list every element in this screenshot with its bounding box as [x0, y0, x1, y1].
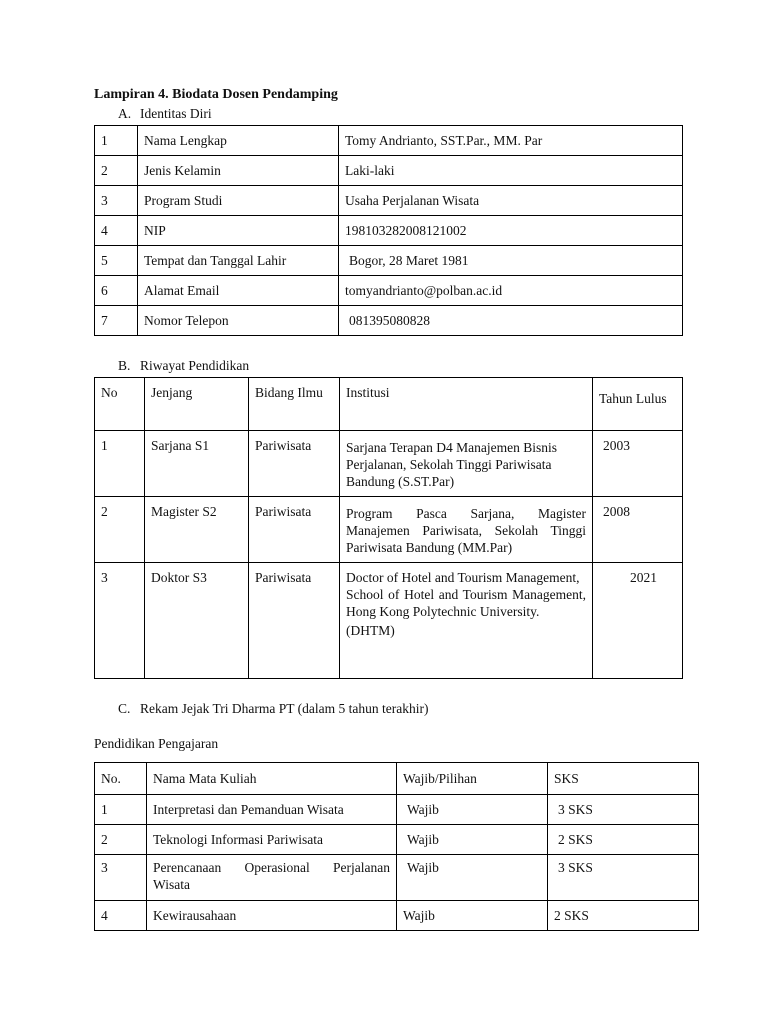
field-value: Laki-laki	[339, 156, 683, 186]
teaching-heading: Pendidikan Pengajaran	[94, 736, 219, 751]
row-number: 1	[95, 126, 138, 156]
course-type: Wajib	[397, 825, 548, 855]
row-number: 5	[95, 246, 138, 276]
field-label: Alamat Email	[138, 276, 339, 306]
field-label: NIP	[138, 216, 339, 246]
row-number: 2	[95, 825, 147, 855]
table-row	[95, 825, 699, 855]
field-value: tomyandrianto@polban.ac.id	[339, 276, 683, 306]
graduation-year: 2021	[593, 563, 683, 679]
table-header-row	[95, 378, 683, 431]
graduation-year: 2003	[593, 431, 683, 497]
row-number: 3	[95, 855, 147, 901]
row-number: 1	[95, 431, 145, 497]
table-row	[95, 156, 683, 186]
column-header: Jenjang	[145, 378, 249, 431]
field-value: Bogor, 28 Maret 1981	[339, 246, 683, 276]
table-header-row	[95, 763, 699, 795]
section-c-letter: C.	[118, 701, 131, 716]
course-credits: 3 SKS	[548, 795, 699, 825]
column-header: Tahun Lulus	[593, 378, 683, 431]
table-row	[95, 855, 699, 901]
section-a-heading	[118, 106, 212, 122]
institution: Program Pasca Sarjana, Magister Manajemen Pariwisata, Sekolah Tinggi Pariwisata Bandung (MM.Par)	[340, 497, 593, 563]
course-type: Wajib	[397, 901, 548, 931]
field-value: Tomy Andrianto, SST.Par., MM. Par	[339, 126, 683, 156]
field-label: Tempat dan Tanggal Lahir	[138, 246, 339, 276]
course-credits: 3 SKS	[548, 855, 699, 901]
degree-level: Magister S2	[145, 497, 249, 563]
row-number: 6	[95, 276, 138, 306]
section-a-label: Identitas Diri	[140, 106, 212, 121]
field-value: Usaha Perjalanan Wisata	[339, 186, 683, 216]
section-c-heading	[118, 701, 428, 717]
institution	[340, 563, 593, 679]
document-title: Lampiran 4. Biodata Dosen Pendamping	[94, 87, 338, 102]
table-row	[95, 186, 683, 216]
row-number: 1	[95, 795, 147, 825]
section-b-label: Riwayat Pendidikan	[140, 358, 250, 373]
table-row	[95, 216, 683, 246]
column-header: No.	[95, 763, 147, 795]
column-header: No	[95, 378, 145, 431]
table-row	[95, 306, 683, 336]
table-row	[95, 563, 683, 679]
identity-table	[94, 125, 683, 336]
degree-level: Doktor S3	[145, 563, 249, 679]
section-b-letter: B.	[118, 358, 131, 373]
course-type: Wajib	[397, 855, 548, 901]
table-row	[95, 126, 683, 156]
institution-line: (DHTM)	[346, 623, 395, 638]
degree-level: Sarjana S1	[145, 431, 249, 497]
institution: Sarjana Terapan D4 Manajemen Bisnis Perjalanan, Sekolah Tinggi Pariwisata Bandung (S.ST.Par)	[340, 431, 593, 497]
section-b-heading	[118, 358, 249, 374]
table-row	[95, 431, 683, 497]
row-number: 4	[95, 901, 147, 931]
teaching-table	[94, 762, 699, 931]
course-credits: 2 SKS	[548, 825, 699, 855]
section-c-label: Rekam Jejak Tri Dharma PT (dalam 5 tahun terakhir)	[140, 701, 429, 716]
row-number: 2	[95, 497, 145, 563]
course-name: Teknologi Informasi Pariwisata	[147, 825, 397, 855]
table-row	[95, 276, 683, 306]
table-row	[95, 246, 683, 276]
field-of-study: Pariwisata	[249, 563, 340, 679]
course-type: Wajib	[397, 795, 548, 825]
field-value: 198103282008121002	[339, 216, 683, 246]
field-label: Jenis Kelamin	[138, 156, 339, 186]
column-header: Bidang Ilmu	[249, 378, 340, 431]
table-row	[95, 795, 699, 825]
column-header: Nama Mata Kuliah	[147, 763, 397, 795]
table-row	[95, 901, 699, 931]
column-header: SKS	[548, 763, 699, 795]
column-header: Institusi	[340, 378, 593, 431]
row-number: 7	[95, 306, 138, 336]
course-name: Perencanaan Operasional Perjalanan Wisata	[147, 855, 397, 901]
field-value: 081395080828	[339, 306, 683, 336]
row-number: 3	[95, 563, 145, 679]
field-label: Nomor Telepon	[138, 306, 339, 336]
field-label: Nama Lengkap	[138, 126, 339, 156]
column-header: Wajib/Pilihan	[397, 763, 548, 795]
row-number: 2	[95, 156, 138, 186]
field-of-study: Pariwisata	[249, 497, 340, 563]
field-of-study: Pariwisata	[249, 431, 340, 497]
institution-line: Doctor of Hotel and Tourism Management,	[346, 570, 580, 585]
institution-line: School of Hotel and Tourism Management, Hong Kong Polytechnic University.	[346, 587, 586, 619]
course-name: Interpretasi dan Pemanduan Wisata	[147, 795, 397, 825]
field-label: Program Studi	[138, 186, 339, 216]
row-number: 4	[95, 216, 138, 246]
table-row	[95, 497, 683, 563]
course-name: Kewirausahaan	[147, 901, 397, 931]
education-table	[94, 377, 683, 679]
course-credits: 2 SKS	[548, 901, 699, 931]
graduation-year: 2008	[593, 497, 683, 563]
row-number: 3	[95, 186, 138, 216]
section-a-letter: A.	[118, 106, 132, 121]
